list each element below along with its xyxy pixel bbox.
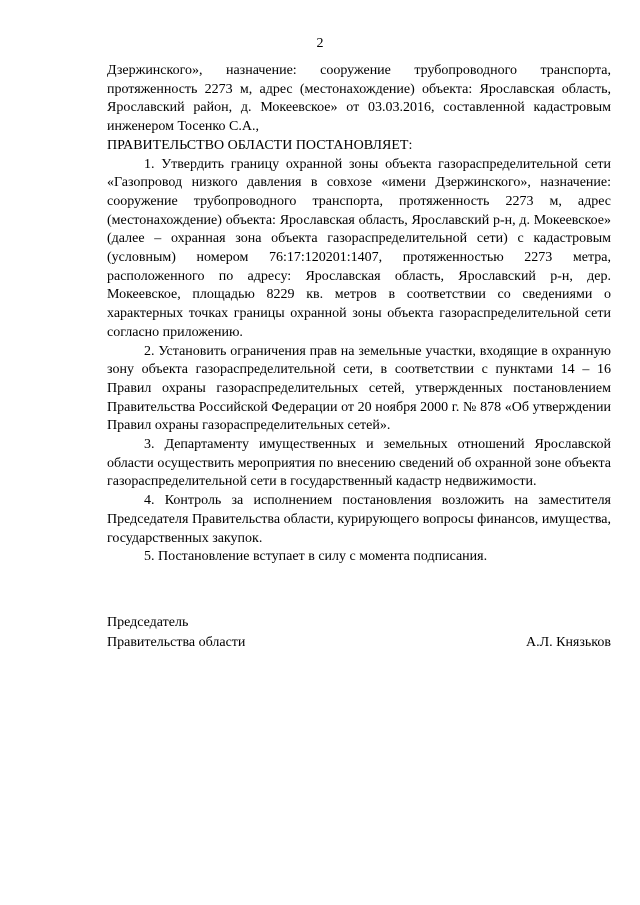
item-5: 5. Постановление вступает в силу с момента подписания. (144, 549, 488, 565)
item-3: 3. Департаменту имущественных и земельных отношений Ярославской области осуществить мероприятия по внесению сведений об охранной зоне объекта газораспределительной сети в государственный кадастр недвижимости. (107, 437, 611, 490)
signature-title-line2: Правительства области (107, 635, 246, 650)
item-2: 2. Установить ограничения прав на земельные участки, входящие в охранную зону объекта газораспределительной сети, в соответствии с пунктами 14 – 16 Правил охраны газораспределительных сетей, утвержденных постановлением Правительства Российской Федерации от 20 ноября 2000 г. № 878 «Об утверждении Правил охраны газораспределительных сетей». (107, 343, 611, 434)
item-1: 1. Утвердить границу охранной зоны объекта газораспределительной сети «Газопровод низкого давления в совхозе «имени Дзержинского», назначение: сооружение трубопроводного транспорта, протяженность 2273 м, адрес (местонахождение) объекта: Ярославская область, Ярославский р-н, д. Мокеевское» (далее – охранная зона объекта газораспределительной сети) с кадастровым (условным) номером 76:17:120201:1407, протяженностью 2273 метра, расположенного по адресу: Ярославская область, Ярославский р-н, дер. Мокеевское, площадью 8229 кв. метров в соответствии со сведениями о характерных точках границы охранной зоны объекта газораспределительной сети согласно приложению. (107, 156, 611, 340)
signature-title-line1: Председатель (107, 615, 189, 630)
document-body (107, 62, 611, 567)
signature-name: А.Л. Князьков (526, 635, 611, 650)
signature-block (107, 613, 611, 653)
resolution-header: ПРАВИТЕЛЬСТВО ОБЛАСТИ ПОСТАНОВЛЯЕТ: (107, 137, 413, 153)
item-4: 4. Контроль за исполнением постановления возложить на заместителя Председателя Правительства области, курирующего вопросы финансов, имущества, государственных закупок. (107, 493, 611, 546)
page-number: 2 (316, 36, 324, 51)
intro-paragraph: Дзержинского», назначение: сооружение трубопроводного транспорта, протяженность 2273 м, адрес (местонахождение) объекта: Ярославская область, Ярославский район, д. Мокеевское» от 03.03.2016, составленной кадастровым инженером Тосенко С.А., (107, 63, 611, 135)
